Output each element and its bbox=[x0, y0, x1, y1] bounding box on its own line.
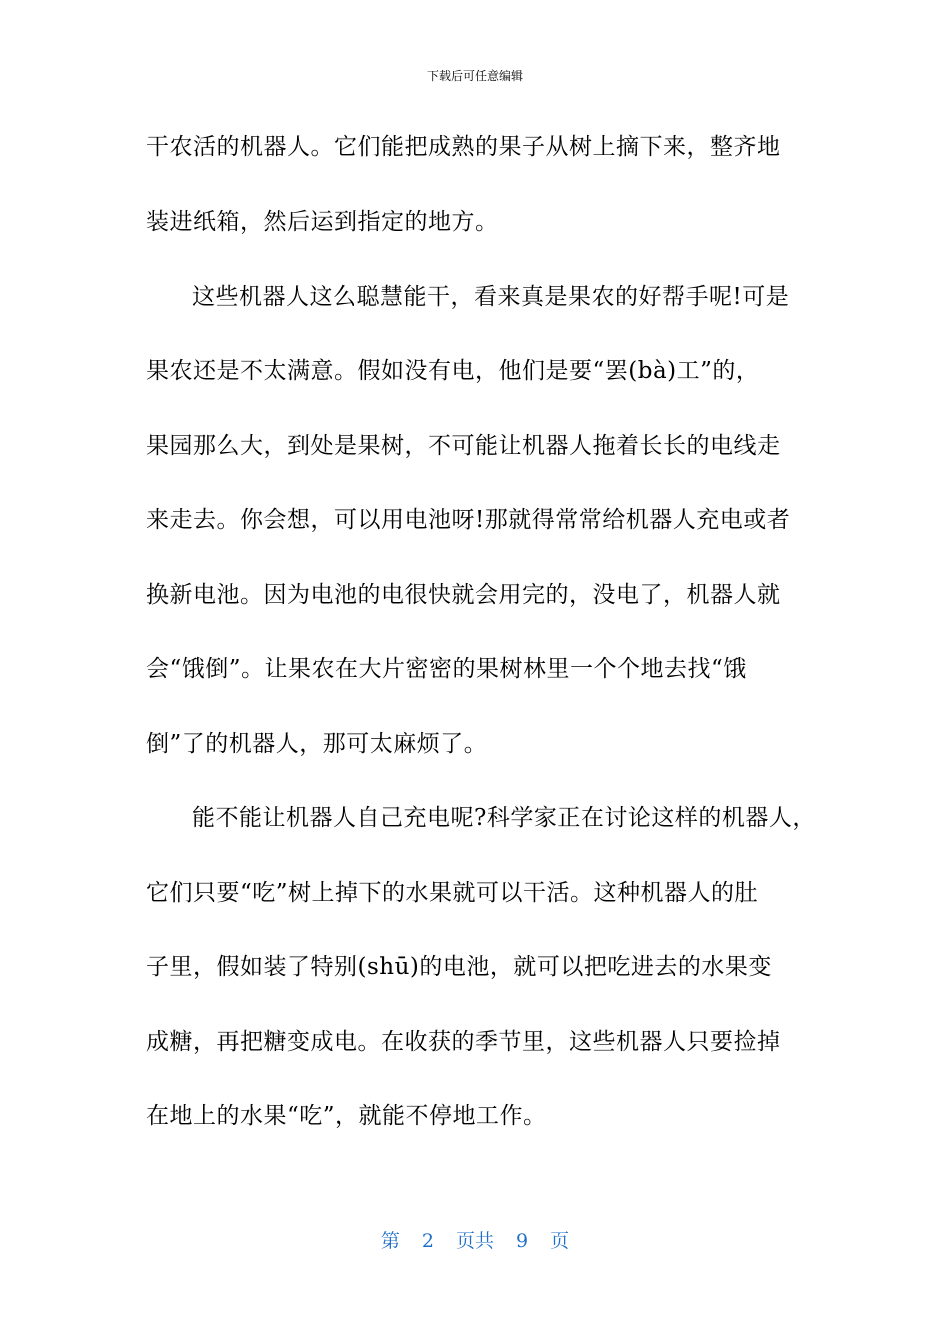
text-line: 会“饿倒”。让果农在大片密密的果树林里一个个地去找“饿 bbox=[146, 656, 747, 682]
text-line: 子里，假如装了特别(shū)的电池，就可以把吃进去的水果变 bbox=[146, 954, 772, 980]
page-suffix: 页 bbox=[550, 1230, 570, 1252]
text-line: 倒”了的机器人，那可太麻烦了。 bbox=[146, 731, 488, 757]
total-pages: 9 bbox=[516, 1230, 529, 1252]
text-line: 果园那么大，到处是果树，不可能让机器人拖着长长的电线走 bbox=[146, 433, 781, 459]
text-line: 成糖，再把糖变成电。在收获的季节里，这些机器人只要捡掉 bbox=[146, 1029, 781, 1055]
page-middle: 页共 bbox=[455, 1230, 494, 1252]
text-line: 来走去。你会想，可以用电池呀!那就得常常给机器人充电或者 bbox=[146, 507, 791, 533]
text-line: 换新电池。因为电池的电很快就会用完的，没电了，机器人就 bbox=[146, 582, 781, 608]
text-line: 它们只要“吃”树上掉下的水果就可以干活。这种机器人的肚 bbox=[146, 880, 759, 906]
page-number: 2 bbox=[421, 1230, 434, 1252]
text-line: 能不能让机器人自己充电呢?科学家正在讨论这样的机器人， bbox=[192, 805, 816, 831]
text-line: 装进纸箱，然后运到指定的地方。 bbox=[146, 209, 499, 235]
text-line: 干农活的机器人。它们能把成熟的果子从树上摘下来，整齐地 bbox=[146, 134, 781, 160]
text-line: 这些机器人这么聪慧能干，看来真是果农的好帮手呢!可是 bbox=[192, 284, 790, 310]
text-line: 果农还是不太满意。假如没有电，他们是要“罢(bà)工”的， bbox=[146, 358, 760, 384]
page-footer bbox=[0, 1226, 950, 1253]
header-note: 下载后可任意编辑 bbox=[426, 69, 523, 83]
text-line: 在地上的水果“吃”，就能不停地工作。 bbox=[146, 1103, 547, 1129]
page-prefix: 第 bbox=[380, 1230, 400, 1252]
